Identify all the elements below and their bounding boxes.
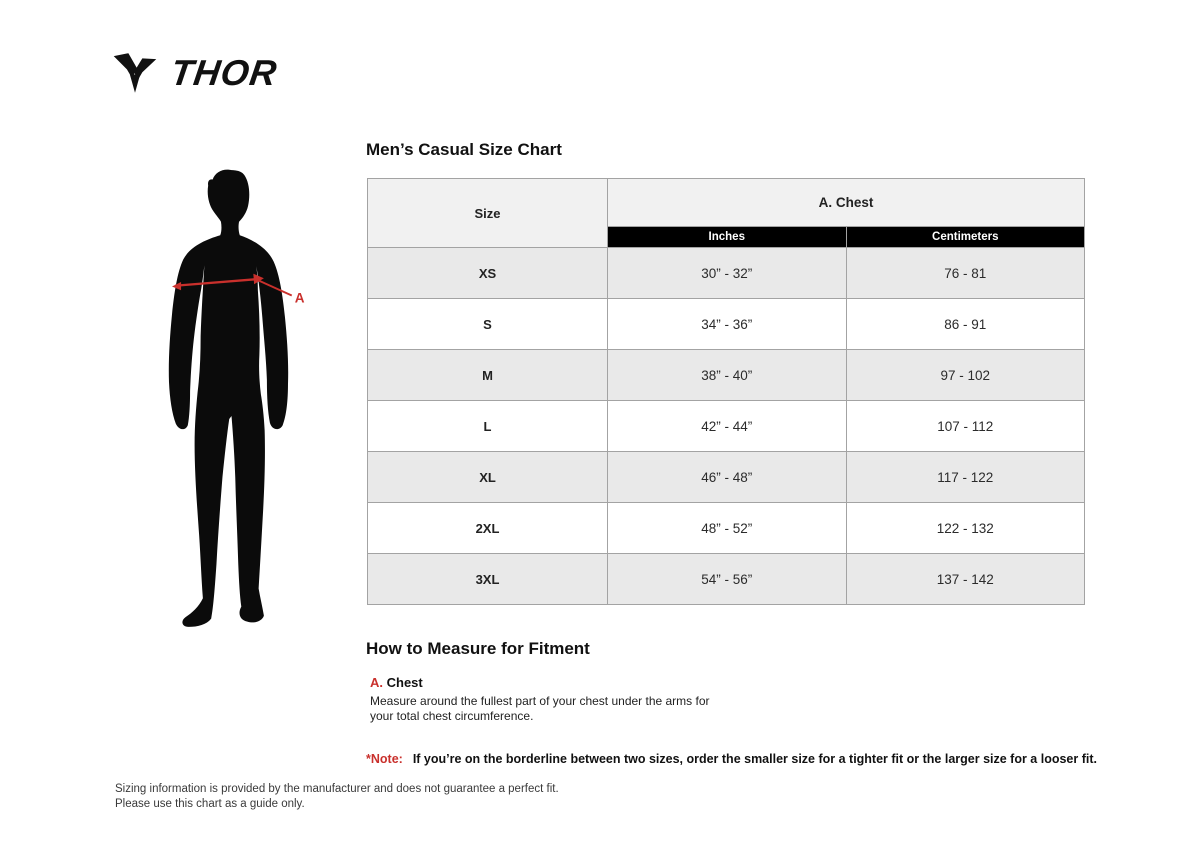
column-header-centimeters: Centimeters	[846, 227, 1085, 248]
column-header-chest: A. Chest	[608, 179, 1085, 227]
inches-cell: 54” - 56”	[608, 554, 847, 605]
table-row	[368, 299, 1085, 350]
table-row	[368, 401, 1085, 452]
centimeters-cell: 86 - 91	[846, 299, 1085, 350]
size-chart-table	[367, 178, 1085, 605]
centimeters-cell: 76 - 81	[846, 248, 1085, 299]
note-label: *Note:	[366, 752, 403, 766]
inches-cell: 48” - 52”	[608, 503, 847, 554]
size-cell: 2XL	[368, 503, 608, 554]
centimeters-cell: 97 - 102	[846, 350, 1085, 401]
inches-cell: 46” - 48”	[608, 452, 847, 503]
male-silhouette-illustration	[146, 166, 314, 648]
inches-cell: 38” - 40”	[608, 350, 847, 401]
centimeters-cell: 122 - 132	[846, 503, 1085, 554]
sizing-note	[366, 752, 1097, 766]
table-row	[368, 350, 1085, 401]
column-header-inches: Inches	[608, 227, 847, 248]
size-cell: XL	[368, 452, 608, 503]
inches-cell: 30” - 32”	[608, 248, 847, 299]
howto-heading: How to Measure for Fitment	[366, 639, 590, 658]
centimeters-cell: 137 - 142	[846, 554, 1085, 605]
size-cell: XS	[368, 248, 608, 299]
column-header-size: Size	[368, 179, 608, 248]
size-cell: S	[368, 299, 608, 350]
centimeters-cell: 117 - 122	[846, 452, 1085, 503]
measure-item-label: Chest	[386, 675, 423, 690]
size-cell: 3XL	[368, 554, 608, 605]
measure-item-chest	[370, 675, 730, 724]
brand-wordmark: THOR	[168, 52, 280, 93]
measure-item-letter: A.	[370, 675, 383, 690]
table-row	[368, 248, 1085, 299]
size-cell: M	[368, 350, 608, 401]
inches-cell: 42” - 44”	[608, 401, 847, 452]
inches-cell: 34” - 36”	[608, 299, 847, 350]
table-row	[368, 503, 1085, 554]
annotation-a-label: A	[294, 290, 305, 306]
disclaimer-line-1: Sizing information is provided by the manufacturer and does not guarantee a perfect fit.	[115, 783, 559, 795]
centimeters-cell: 107 - 112	[846, 401, 1085, 452]
table-row	[368, 452, 1085, 503]
measure-item-title	[370, 675, 730, 690]
size-cell: L	[368, 401, 608, 452]
disclaimer-line-2: Please use this chart as a guide only.	[115, 798, 305, 810]
size-chart-title: Men’s Casual Size Chart	[366, 140, 562, 159]
note-text: If you’re on the borderline between two sizes, order the smaller size for a tighter fit or the larger size for a looser fit.	[412, 752, 1097, 766]
brand-logo	[113, 52, 280, 94]
table-row	[368, 554, 1085, 605]
body-measurement-figure	[146, 166, 314, 648]
disclaimer-text	[115, 782, 559, 812]
thor-horns-icon	[113, 52, 157, 94]
measure-item-description: Measure around the fullest part of your chest under the arms for your total chest circumference.	[370, 694, 710, 723]
